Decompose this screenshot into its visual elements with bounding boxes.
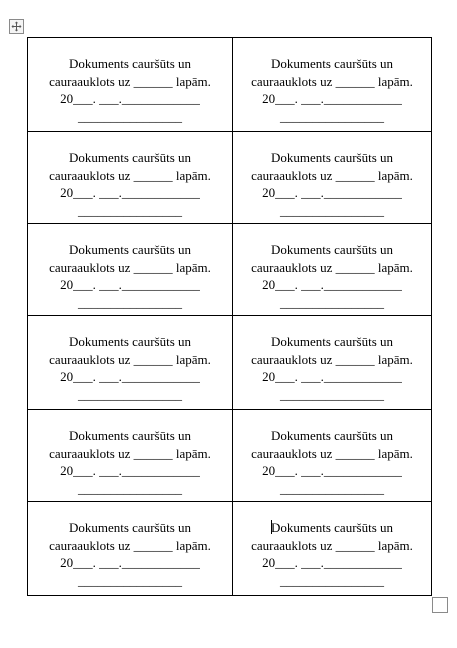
label-text-line2: cauraauklots uz ______ lapām. bbox=[251, 167, 413, 183]
label-date-line: 20___. ___.____________ bbox=[60, 463, 200, 478]
label-signature-line: ________________ bbox=[280, 108, 384, 124]
table-resize-handle-icon[interactable] bbox=[432, 597, 448, 613]
label-text-line2: cauraauklots uz ______ lapām. bbox=[49, 351, 211, 367]
label-signature-line: ________________ bbox=[78, 202, 182, 218]
label-date-line: 20___. ___.____________ bbox=[262, 369, 402, 384]
label-cell[interactable] bbox=[233, 316, 432, 410]
label-text-line1: Dokuments cauršūts un bbox=[68, 520, 192, 535]
label-date-line: 20___. ___.____________ bbox=[262, 277, 402, 292]
label-cell[interactable] bbox=[233, 410, 432, 502]
label-text-line1: Dokuments cauršūts un bbox=[68, 150, 192, 165]
table-row bbox=[28, 316, 432, 410]
label-date-line: 20___. ___.____________ bbox=[60, 369, 200, 384]
label-text-line1: Dokuments cauršūts un bbox=[68, 242, 192, 257]
label-date-line: 20___. ___.____________ bbox=[262, 555, 402, 570]
label-cell[interactable] bbox=[28, 224, 233, 316]
label-text-line2: cauraauklots uz ______ lapām. bbox=[49, 167, 211, 183]
table-move-handle-icon[interactable] bbox=[9, 19, 24, 34]
label-cell[interactable] bbox=[233, 132, 432, 224]
label-text-line2: cauraauklots uz ______ lapām. bbox=[251, 351, 413, 367]
label-signature-line: ________________ bbox=[280, 202, 384, 218]
table-row bbox=[28, 132, 432, 224]
label-signature-line: ________________ bbox=[78, 386, 182, 402]
label-signature-line: ________________ bbox=[78, 480, 182, 496]
label-cell[interactable] bbox=[28, 410, 233, 502]
label-table[interactable] bbox=[27, 37, 432, 596]
label-text-line2: cauraauklots uz ______ lapām. bbox=[251, 259, 413, 275]
move-arrows-icon bbox=[11, 21, 22, 32]
label-text-line2: cauraauklots uz ______ lapām. bbox=[251, 537, 413, 553]
label-date-line: 20___. ___.____________ bbox=[262, 91, 402, 106]
label-text-line1-with-caret bbox=[233, 519, 431, 537]
label-signature-line: ________________ bbox=[280, 386, 384, 402]
label-cell[interactable] bbox=[28, 132, 233, 224]
label-signature-line: ________________ bbox=[280, 572, 384, 588]
label-text-line1: Dokuments cauršūts un bbox=[68, 428, 192, 443]
label-text-line2: cauraauklots uz ______ lapām. bbox=[49, 537, 211, 553]
label-signature-line: ________________ bbox=[280, 480, 384, 496]
label-text-line2: cauraauklots uz ______ lapām. bbox=[49, 445, 211, 461]
label-text-line1: Dokuments cauršūts un bbox=[270, 56, 394, 71]
label-text-line1: Dokuments cauršūts un bbox=[270, 242, 394, 257]
label-text-line2: cauraauklots uz ______ lapām. bbox=[251, 445, 413, 461]
label-cell-active[interactable] bbox=[233, 502, 432, 596]
label-cell[interactable] bbox=[28, 316, 233, 410]
label-date-line: 20___. ___.____________ bbox=[60, 277, 200, 292]
label-cell[interactable] bbox=[233, 38, 432, 132]
label-text-line1: Dokuments cauršūts un bbox=[68, 334, 192, 349]
label-date-line: 20___. ___.____________ bbox=[60, 185, 200, 200]
label-text-line1: Dokuments cauršūts un bbox=[270, 150, 394, 165]
label-text-line1: Dokuments cauršūts un bbox=[270, 520, 394, 535]
table-row bbox=[28, 502, 432, 596]
label-cell[interactable] bbox=[28, 38, 233, 132]
table-row bbox=[28, 38, 432, 132]
label-text-line2: cauraauklots uz ______ lapām. bbox=[49, 259, 211, 275]
table-row bbox=[28, 410, 432, 502]
label-date-line: 20___. ___.____________ bbox=[262, 185, 402, 200]
label-signature-line: ________________ bbox=[78, 572, 182, 588]
label-date-line: 20___. ___.____________ bbox=[60, 555, 200, 570]
label-date-line: 20___. ___.____________ bbox=[262, 463, 402, 478]
label-cell[interactable] bbox=[28, 502, 233, 596]
label-text-line2: cauraauklots uz ______ lapām. bbox=[251, 73, 413, 89]
label-signature-line: ________________ bbox=[280, 294, 384, 310]
label-text-line2: cauraauklots uz ______ lapām. bbox=[49, 73, 211, 89]
table-row bbox=[28, 224, 432, 316]
label-text-line1: Dokuments cauršūts un bbox=[68, 56, 192, 71]
label-text-line1: Dokuments cauršūts un bbox=[270, 334, 394, 349]
label-text-line1: Dokuments cauršūts un bbox=[270, 428, 394, 443]
label-date-line: 20___. ___.____________ bbox=[60, 91, 200, 106]
label-cell[interactable] bbox=[233, 224, 432, 316]
label-signature-line: ________________ bbox=[78, 294, 182, 310]
label-signature-line: ________________ bbox=[78, 108, 182, 124]
